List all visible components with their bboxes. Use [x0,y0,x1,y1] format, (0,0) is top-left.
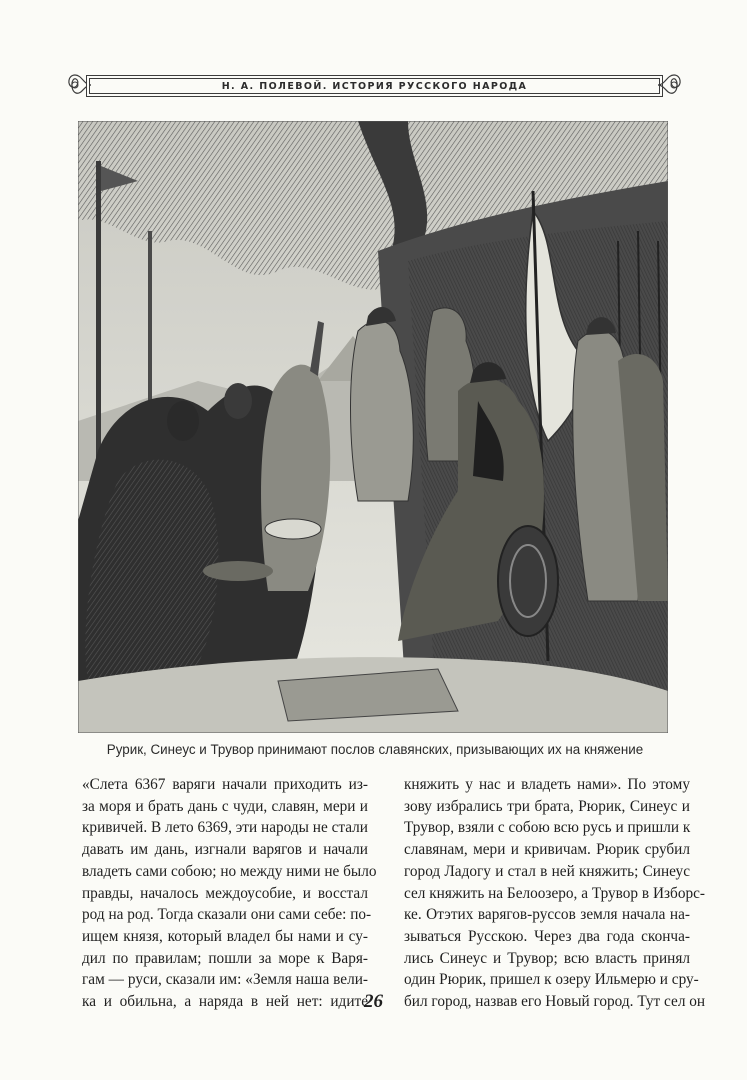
text-line: Трувор, взяли с собою всю русь и пришли к [404,819,691,837]
text-line: сел княжить на Белоозеро, а Трувор в Изборс- [404,884,706,902]
text-line: за моря и брать дань с чуди, славян, мери и [82,797,368,815]
running-header [86,71,663,99]
page-number: 26 [364,991,383,1012]
header-title: Н. А. ПОЛЕВОЙ. ИСТОРИЯ РУССКОГО НАРОДА [221,80,528,92]
text-line: один Рюрик, пришел к озеру Ильмерю и сру- [404,971,699,989]
text-line: лись Синеус и Трувор; всю власть принял [404,949,690,967]
text-line: гам — руси, сказали им: «Земля наша вели- [82,971,368,989]
text-line: славянам, мери и кривичам. Рюрик срубил [404,841,690,859]
text-line: княжить у нас и владеть нами». По этому [404,776,690,793]
text-line: бил город, назвав его Новый город. Тут сел он [404,993,706,1011]
text-line: зываться Русскою. Через два года сконча- [404,927,690,945]
text-line: город Ладогу и стал в ней княжить; Синеус [404,862,690,880]
text-line: давать им дань, изгнали варягов и начали [82,841,368,859]
text-line: зову избрались три брата, Рюрик, Синеус и [404,797,690,815]
text-line: владеть сами собою; но между ними не было [82,862,377,880]
text-line: ищем князя, который владел бы нами и су- [82,927,368,945]
text-line: кривичей. В лето 6369, эти народы не стали [82,819,368,837]
illustration-caption: Рурик, Синеус и Трувор принимают послов славянских, призывающих их на княжение [106,742,644,757]
text-line: правды, началось междоусобие, и восстал [82,884,368,902]
header-frame [86,75,663,97]
ornament-knot-right-icon [655,71,685,99]
text-line: род на род. Тогда сказали они сами себе: по- [82,906,372,924]
text-line: ке. Отэтих варягов-руссов земля начала на- [404,906,690,924]
text-column-right [404,774,706,1013]
text-line: дил по правилам; пошли за море к Варя- [82,949,368,967]
text-line: ка и обильна, а наряда в ней нет: идите [82,993,368,1011]
text-line: «Слета 6367 варяги начали приходить из- [82,776,368,793]
engraving-illustration [78,121,668,733]
